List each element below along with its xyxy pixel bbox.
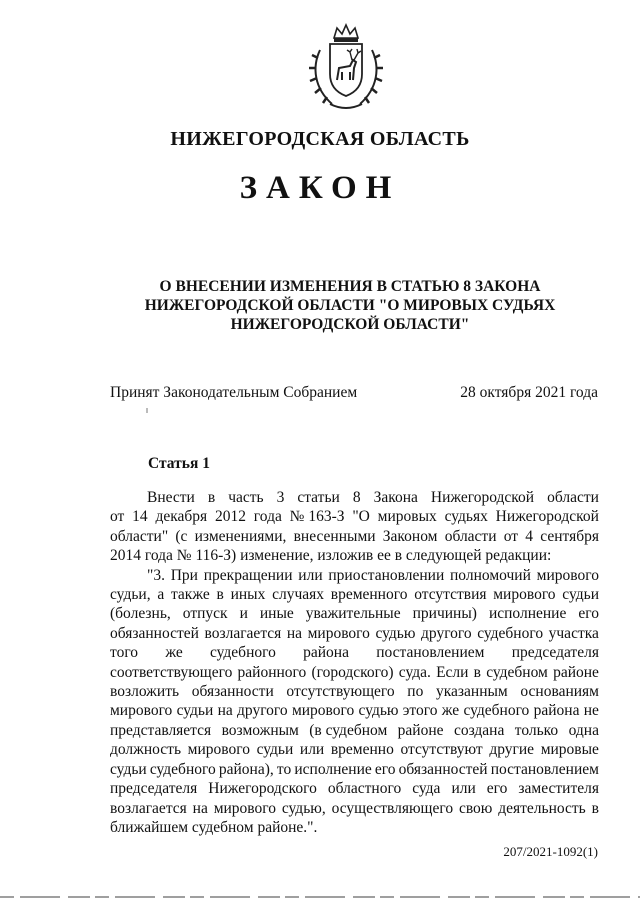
word: мировые <box>540 741 599 759</box>
word: области <box>547 489 599 506</box>
paragraph-line <box>110 721 599 740</box>
word: мировых <box>377 508 437 526</box>
paragraph-line <box>110 566 599 585</box>
word: 4 <box>525 527 534 545</box>
word: судебного <box>209 644 276 662</box>
word: 8 <box>352 489 361 506</box>
paragraph-line <box>110 740 599 759</box>
word: его <box>578 605 599 623</box>
word: от <box>503 527 519 545</box>
paragraph-line <box>110 682 599 701</box>
word: временного <box>330 586 408 604</box>
word: исполнение <box>488 605 567 623</box>
word: постановлением <box>376 644 485 662</box>
word: Закона <box>373 489 418 506</box>
word: области" <box>110 527 169 545</box>
word: № 163-З <box>289 508 345 526</box>
word: Нижегородской <box>430 489 535 506</box>
word: 3 <box>276 489 285 506</box>
word: "О <box>352 508 370 526</box>
word: судьи, <box>110 586 151 604</box>
word: судебного <box>149 760 216 778</box>
word: отпуск <box>182 605 228 623</box>
word: статьи <box>297 489 340 506</box>
word: судебного <box>463 702 530 720</box>
word: исполнение <box>294 760 372 778</box>
word: судебного <box>477 624 544 642</box>
word: в <box>591 799 599 817</box>
word: приостановлении <box>328 566 445 584</box>
word: мирового <box>307 624 370 642</box>
word: 14 <box>132 508 148 526</box>
paragraph-line <box>110 663 599 682</box>
word: на <box>286 624 303 642</box>
law-title-line: НИЖЕГОРОДСКОЙ ОБЛАСТИ "О МИРОВЫХ СУДЬЯХ <box>144 297 556 314</box>
document-type-title: ЗАКОН <box>239 170 401 206</box>
word: мирового <box>493 586 556 604</box>
word: районе <box>397 721 444 739</box>
paragraph-line <box>110 779 599 798</box>
paragraph-line <box>110 527 599 546</box>
article-body <box>110 488 599 837</box>
paragraph-line <box>110 799 599 818</box>
word: одна <box>568 721 599 739</box>
word: Нижегородской <box>495 508 599 526</box>
word: отсутствующего <box>286 683 395 701</box>
word: сентября <box>540 527 599 545</box>
line-text: 2014 года № 116-З) изменение, изложив ее в следующей редакции: <box>110 547 552 565</box>
word: судьи <box>256 741 294 759</box>
word: обязанности <box>191 683 274 701</box>
word: причины) <box>412 605 477 623</box>
paragraph-line <box>110 604 599 623</box>
word: Внести <box>147 489 195 506</box>
word: районного <box>237 663 307 681</box>
word: мирового <box>213 799 276 817</box>
word: судьи <box>110 760 147 778</box>
word: отсутствия <box>414 586 487 604</box>
word: должность <box>110 741 182 759</box>
paragraph-line <box>110 507 599 526</box>
word: декабря <box>155 508 208 526</box>
word: то <box>276 760 292 778</box>
word: осуществляющего <box>331 799 454 817</box>
word: заместителя <box>518 780 599 798</box>
word: основаниям <box>520 683 599 701</box>
word: другого <box>421 624 472 642</box>
word: судебном <box>486 663 548 681</box>
word: Если <box>436 663 469 681</box>
word: не <box>583 702 599 720</box>
article-heading: Статья 1 <box>148 455 210 472</box>
word: в <box>473 663 481 681</box>
paragraph-line <box>110 760 599 779</box>
word: 2012 <box>214 508 246 526</box>
law-title-line: О ВНЕСЕНИИ ИЗМЕНЕНИЯ В СТАТЬЮ 8 ЗАКОНА <box>159 278 541 295</box>
word: возлагается <box>204 624 282 642</box>
word: "3. <box>147 566 165 584</box>
word: (с <box>175 527 188 545</box>
word: района <box>533 702 580 720</box>
word: (болезнь, <box>110 605 171 623</box>
scan-mark <box>146 408 148 413</box>
word: на <box>192 799 208 817</box>
word: мирового <box>110 702 173 720</box>
word: представляется <box>110 721 212 739</box>
word: (городского) <box>311 663 394 681</box>
word: области <box>444 527 497 545</box>
word: судьи <box>176 702 214 720</box>
word: участка <box>548 624 599 642</box>
word: судьях <box>444 508 488 526</box>
word: по <box>407 683 424 701</box>
word: полномочий <box>450 566 531 584</box>
paragraph-line <box>110 585 599 604</box>
word: другие <box>489 741 535 759</box>
word: обязанностей <box>398 760 488 778</box>
adoption-date: 28 октября 2021 года <box>460 384 598 401</box>
paragraph-line <box>110 546 599 565</box>
region-name: НИЖЕГОРОДСКАЯ ОБЛАСТЬ <box>170 128 470 150</box>
word: же <box>165 644 183 662</box>
word: временно <box>330 741 394 759</box>
paragraph-line <box>110 818 599 837</box>
word: суда <box>412 780 441 798</box>
line-text: ближайшем судебном районе.". <box>110 818 318 836</box>
word: уважительные <box>305 605 401 623</box>
word: председателя <box>110 780 198 798</box>
word: прекращении <box>203 566 293 584</box>
word: изменениями, <box>194 527 287 545</box>
word: только <box>514 721 559 739</box>
word: же <box>441 702 460 720</box>
word: того <box>110 644 139 662</box>
word: судью <box>375 624 416 642</box>
word: мирового <box>187 741 250 759</box>
word: также <box>170 586 210 604</box>
paragraph-line <box>110 701 599 720</box>
word: возлагается <box>110 799 187 817</box>
document-code: 207/2021-1092(1) <box>503 844 598 859</box>
word: в <box>207 489 216 506</box>
word: областного <box>327 780 402 798</box>
word: в <box>216 586 224 604</box>
word: его <box>374 760 396 778</box>
word: этого <box>402 702 438 720</box>
word: года <box>253 508 282 526</box>
word: или <box>451 780 476 798</box>
law-title-line: НИЖЕГОРОДСКОЙ ОБЛАСТИ" <box>230 316 470 333</box>
word: случаях <box>272 586 324 604</box>
word: мирового <box>291 702 355 720</box>
word: создана <box>453 721 505 739</box>
adoption-text: Принят Законодательным Собранием <box>110 384 358 401</box>
coat-of-arms-icon <box>306 22 386 112</box>
word: районе <box>553 663 599 681</box>
word: другого <box>237 702 288 720</box>
scan-edge-strip <box>0 894 640 900</box>
word: или <box>298 566 323 584</box>
word: свою <box>458 799 493 817</box>
word: района <box>303 644 349 662</box>
word: района), <box>218 760 274 778</box>
word: указанным <box>435 683 508 701</box>
paragraph-line <box>110 643 599 662</box>
paragraph-line <box>110 488 599 507</box>
paragraph-line <box>110 624 599 643</box>
word: внесенными <box>293 527 376 545</box>
word: постановлением <box>490 760 599 778</box>
word: При <box>170 566 198 584</box>
word: мирового <box>536 566 599 584</box>
word: судьи <box>562 586 599 604</box>
word: и <box>239 605 248 623</box>
word: Законом <box>382 527 438 545</box>
word: Нижегородского <box>208 780 317 798</box>
word: обязанностей <box>110 624 199 642</box>
word: председателя <box>511 644 599 662</box>
word: иные <box>259 605 294 623</box>
word: деятельность <box>498 799 586 817</box>
word: (в судебном <box>309 721 388 739</box>
word: суда. <box>398 663 431 681</box>
word: от <box>110 508 125 526</box>
word: возложить <box>110 683 180 701</box>
word: часть <box>228 489 264 506</box>
word: возможным <box>221 721 299 739</box>
law-title <box>80 277 620 334</box>
word: судью, <box>281 799 326 817</box>
word: судью <box>358 702 399 720</box>
word: соответствующего <box>110 663 233 681</box>
word: на <box>217 702 233 720</box>
word: иных <box>230 586 266 604</box>
word: отсутствуют <box>400 741 483 759</box>
word: а <box>157 586 165 604</box>
word: его <box>486 780 508 798</box>
word: или <box>299 741 325 759</box>
